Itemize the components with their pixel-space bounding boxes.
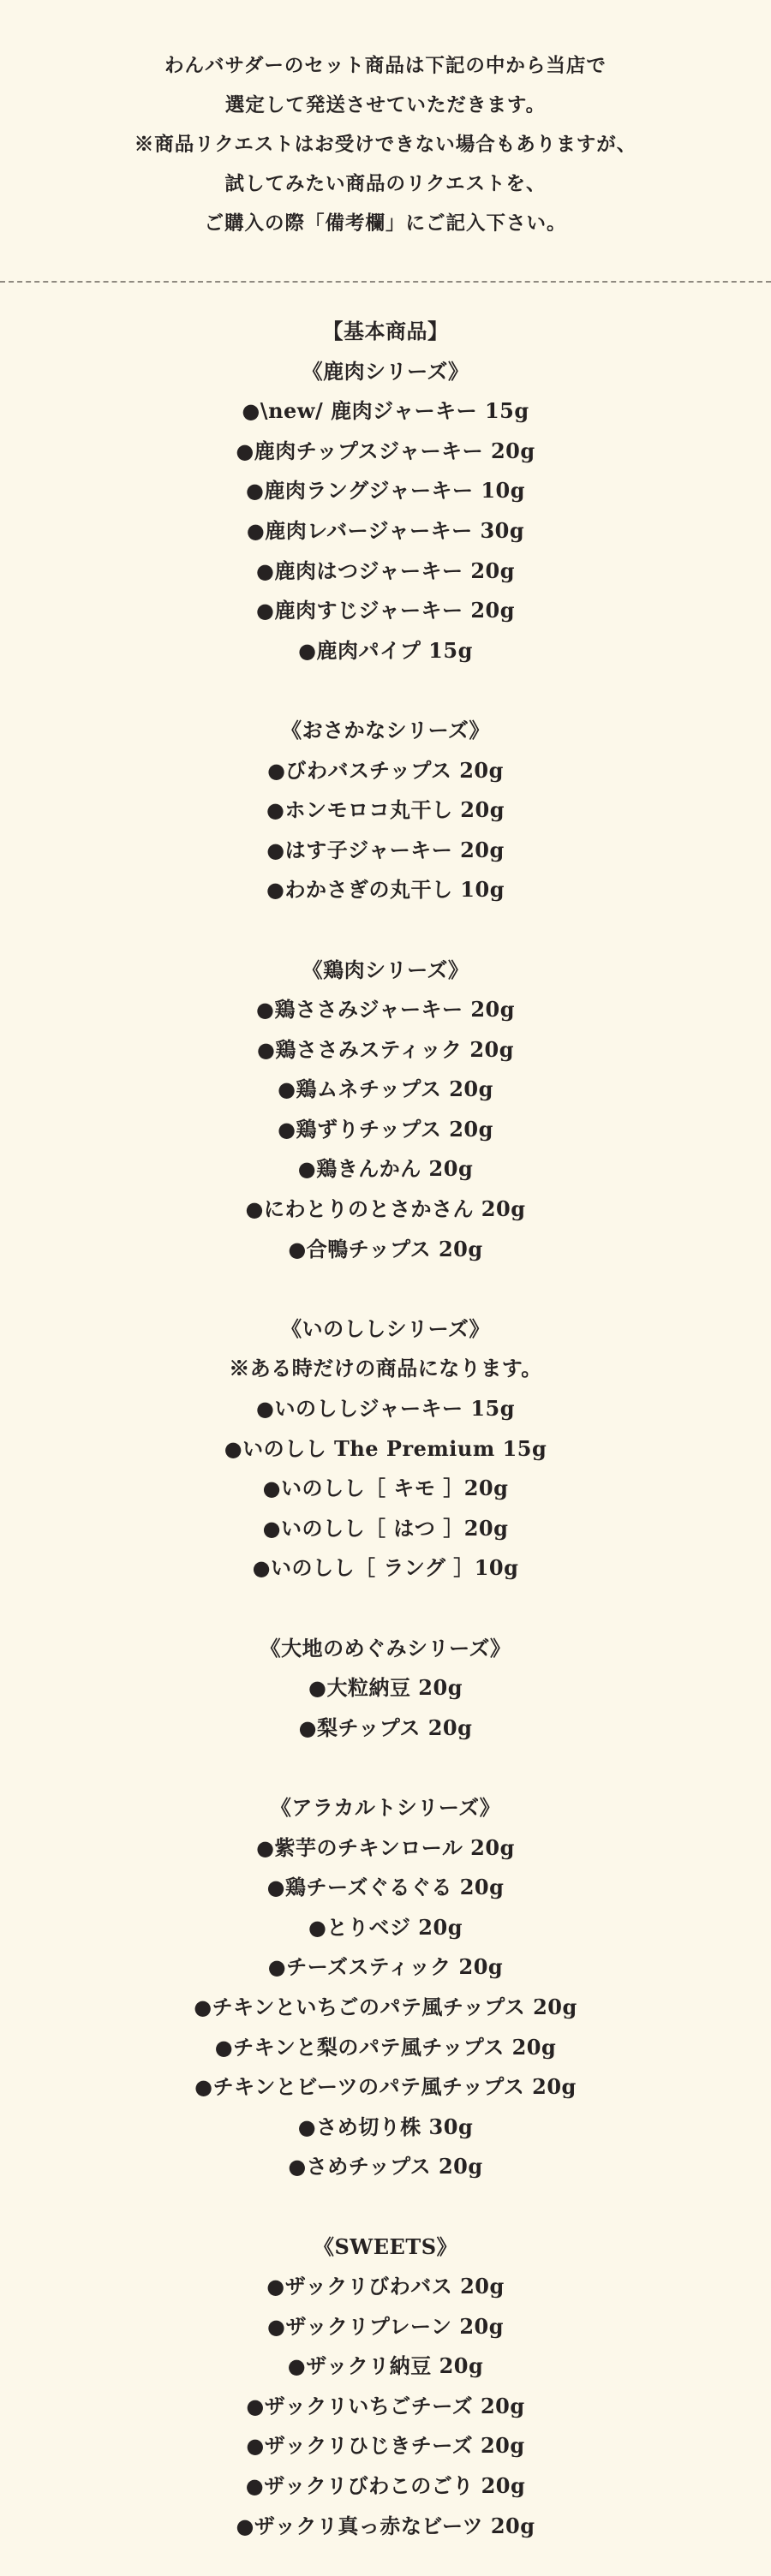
product-item: ●鹿肉はつジャーキー 20g: [256, 558, 515, 583]
product-item: ●ザックリひじきチーズ 20g: [246, 2433, 525, 2459]
product-item: ●わかさぎの丸干し 10g: [266, 877, 505, 903]
product-item: ●鶏きんかん 20g: [297, 1156, 474, 1182]
product-item: ●とりベジ 20g: [308, 1914, 463, 1940]
product-item: ●チーズスティック 20g: [267, 1954, 504, 1980]
section-title: 《大地のめぐみシリーズ》: [260, 1635, 511, 1661]
product-item: ●鹿肉ラングジャーキー 10g: [245, 478, 526, 504]
intro-text: [0, 0, 771, 243]
intro-line: ご購入の際「備考欄」にご記入下さい。: [204, 212, 567, 235]
product-item: ●ザックリびわこのごり 20g: [245, 2473, 526, 2499]
product-item: ●いのしし The Premium 15g: [224, 1435, 547, 1461]
product-section: [0, 2227, 771, 2547]
product-item: ●ザックリ真っ赤なビーツ 20g: [236, 2513, 535, 2538]
section-title: 《SWEETS》: [313, 2233, 458, 2259]
section-title: 《アラカルトシリーズ》: [270, 1794, 501, 1820]
section-note: ※ある時だけの商品になります。: [229, 1356, 542, 1381]
product-item: ●さめ切り株 30g: [297, 2114, 474, 2139]
product-item: ●いのしし［ キモ ］20g: [262, 1476, 509, 1501]
product-section: [0, 951, 771, 1270]
product-item: ●大粒納豆 20g: [308, 1675, 463, 1701]
product-item: ●鶏ムネチップス 20g: [278, 1076, 493, 1102]
product-catalog: [0, 283, 771, 2546]
product-item: ●鶏ささみスティック 20g: [256, 1036, 515, 1062]
product-item: ●びわバスチップス 20g: [267, 757, 504, 783]
section-title: 《鶏肉シリーズ》: [302, 957, 469, 982]
product-item: ●いのしし［ ラング ］10g: [252, 1555, 519, 1581]
product-item: ●鹿肉パイプ 15g: [298, 637, 473, 663]
section-title: 《鹿肉シリーズ》: [302, 358, 469, 384]
product-item: ●チキンと梨のパテ風チップス 20g: [214, 2034, 557, 2060]
product-item: ●鹿肉チップスジャーキー 20g: [236, 438, 535, 463]
product-section: [0, 1788, 771, 2187]
intro-line: わんバサダーのセット商品は下記の中から当店で: [164, 55, 607, 77]
product-item: ●鶏チーズぐるぐる 20g: [266, 1875, 505, 1900]
product-section: [0, 1629, 771, 1749]
product-item: ●鹿肉すじジャーキー 20g: [256, 598, 515, 623]
product-section: [0, 711, 771, 910]
product-item: ●鶏ずりチップス 20g: [278, 1116, 493, 1142]
product-item: ●合鴨チップス 20g: [288, 1236, 483, 1261]
product-item: ●ザックリ納豆 20g: [287, 2353, 484, 2379]
product-item: ●紫芋のチキンロール 20g: [256, 1834, 515, 1860]
intro-line: 試してみたい商品のリクエストを、: [224, 173, 547, 195]
product-item: ●いのしし［ はつ ］20g: [262, 1515, 509, 1541]
product-sections: [0, 352, 771, 2547]
product-item: ●さめチップス 20g: [288, 2154, 483, 2179]
product-item: ●ザックリいちごチーズ 20g: [246, 2393, 525, 2418]
product-item: ●\new/ 鹿肉ジャーキー 15g: [242, 398, 529, 424]
product-section: [0, 1309, 771, 1589]
section-title: 《おさかなシリーズ》: [281, 717, 490, 742]
section-title: 《いのししシリーズ》: [281, 1315, 490, 1341]
catalog-header: 【基本商品】: [322, 319, 449, 343]
product-item: ●鹿肉レバージャーキー 30g: [246, 517, 525, 543]
product-item: ●いのししジャーキー 15g: [256, 1396, 515, 1422]
intro-line: 選定して発送させていただきます。: [224, 94, 547, 116]
product-item: ●はす子ジャーキー 20g: [266, 837, 505, 862]
product-section: [0, 352, 771, 671]
product-item: ●ホンモロコ丸干し 20g: [266, 797, 505, 823]
product-item: ●チキンとビーツのパテ風チップス 20g: [194, 2074, 577, 2100]
product-item: ●梨チップス 20g: [298, 1714, 473, 1740]
product-item: ●ザックリびわバス 20g: [266, 2274, 505, 2299]
product-item: ●ザックリプレーン 20g: [266, 2313, 505, 2339]
product-item: ●鶏ささみジャーキー 20g: [256, 997, 515, 1023]
intro-line: ※商品リクエストはお受けできない場合もありますが、: [134, 134, 637, 156]
product-item: ●チキンといちごのパテ風チップス 20g: [194, 1994, 577, 2019]
product-item: ●にわとりのとさかさん 20g: [245, 1196, 526, 1222]
